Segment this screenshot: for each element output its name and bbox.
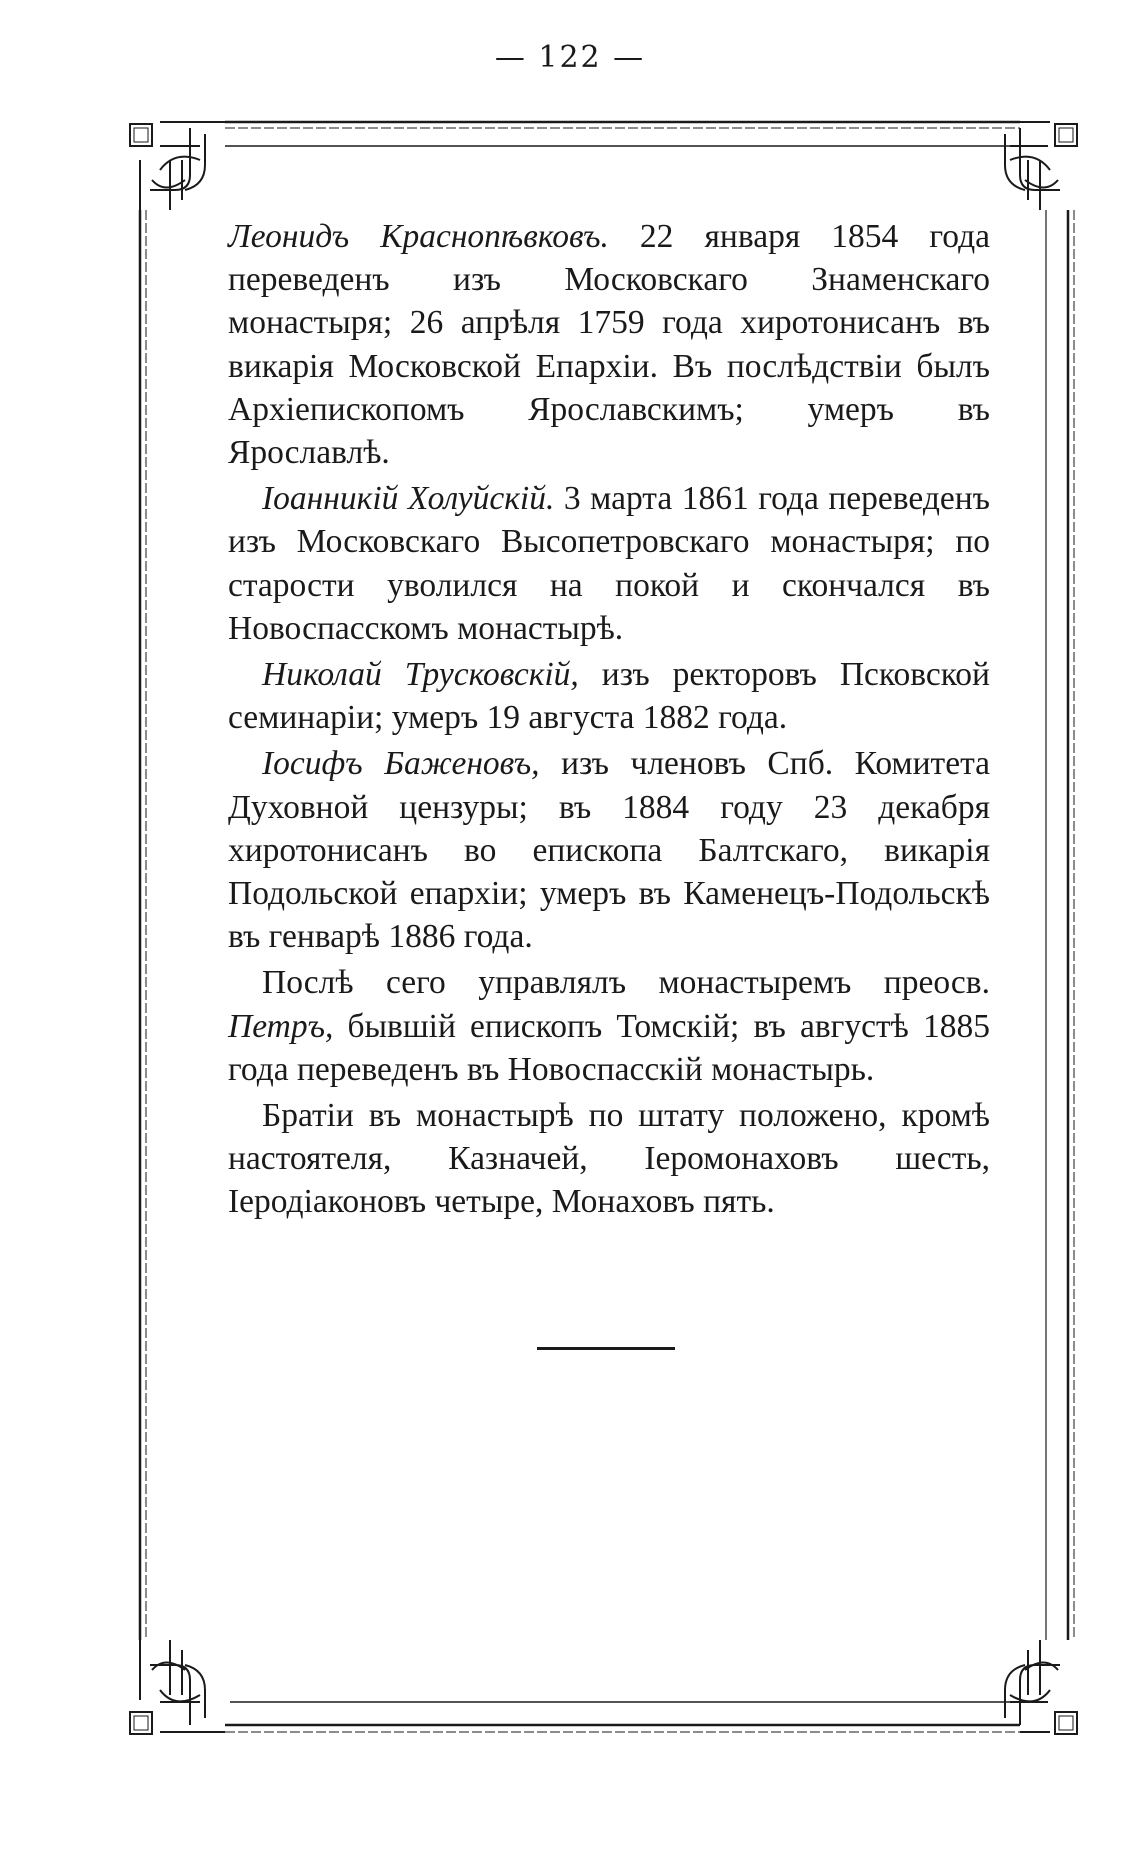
person-name: Петръ, [228,1007,334,1045]
page-number: — 122 — [494,40,646,75]
paragraph-text: бывшій епископъ Томскій; въ августѣ 1885 года переведенъ въ Новоспасскій монастырь. [228,1007,990,1088]
paragraph [228,742,990,958]
paragraph-text: 3 марта 1861 года переведенъ изъ Московскаго Высопетровскаго монастыря; по старости уволился на покой и скончался въ Новоспасскомъ монастырѣ. [228,480,990,647]
paragraph [228,477,990,650]
corner-ornament-bottom-left [130,1640,225,1734]
paragraph [228,961,990,1091]
paragraph [228,215,990,474]
paragraph [228,1094,990,1224]
paragraph-text: Братіи въ монастырѣ по штату положено, кромѣ настоятеля, Казначей, Іеромонаховъ шесть, Іеродіаконовъ четыре, Монаховъ пять. [228,1097,990,1221]
corner-ornament-top-right [1005,122,1077,210]
end-divider [537,1347,675,1350]
person-name: Іоанникій Холуйскій. [262,480,555,518]
person-name: Николай Трусковскій, [262,656,579,694]
paragraph [228,653,990,739]
paragraph-text: изъ ректоровъ Псковской семинаріи; умеръ 19 августа 1882 года. [228,656,990,737]
paragraph-text: 22 января 1854 года переведенъ изъ Московскаго Знаменскаго монастыря; 26 апрѣля 1759 года хиротонисанъ въ викарія Московской Епархіи. Въ послѣдствіи былъ Архіепископомъ Ярославскимъ; умеръ въ Ярославлѣ. [228,218,990,472]
paragraph-text: Послѣ сего управлялъ монастыремъ преосв. [262,964,990,1002]
corner-ornament-bottom-right [1005,1640,1077,1734]
person-name: Іосифъ Баженовъ, [262,745,540,783]
person-name: Леонидъ Краснопѣвковъ. [228,218,609,255]
corner-ornament-top-left [130,122,225,210]
paragraph-text: изъ членовъ Спб. Комитета Духовной цензуры; въ 1884 году 23 декабря хиротонисанъ во епископа Балтскаго, викарія Подольской епархіи; умеръ въ Каменецъ-Подольскѣ въ генварѣ 1886 года. [228,745,990,956]
main-text [228,215,990,1227]
